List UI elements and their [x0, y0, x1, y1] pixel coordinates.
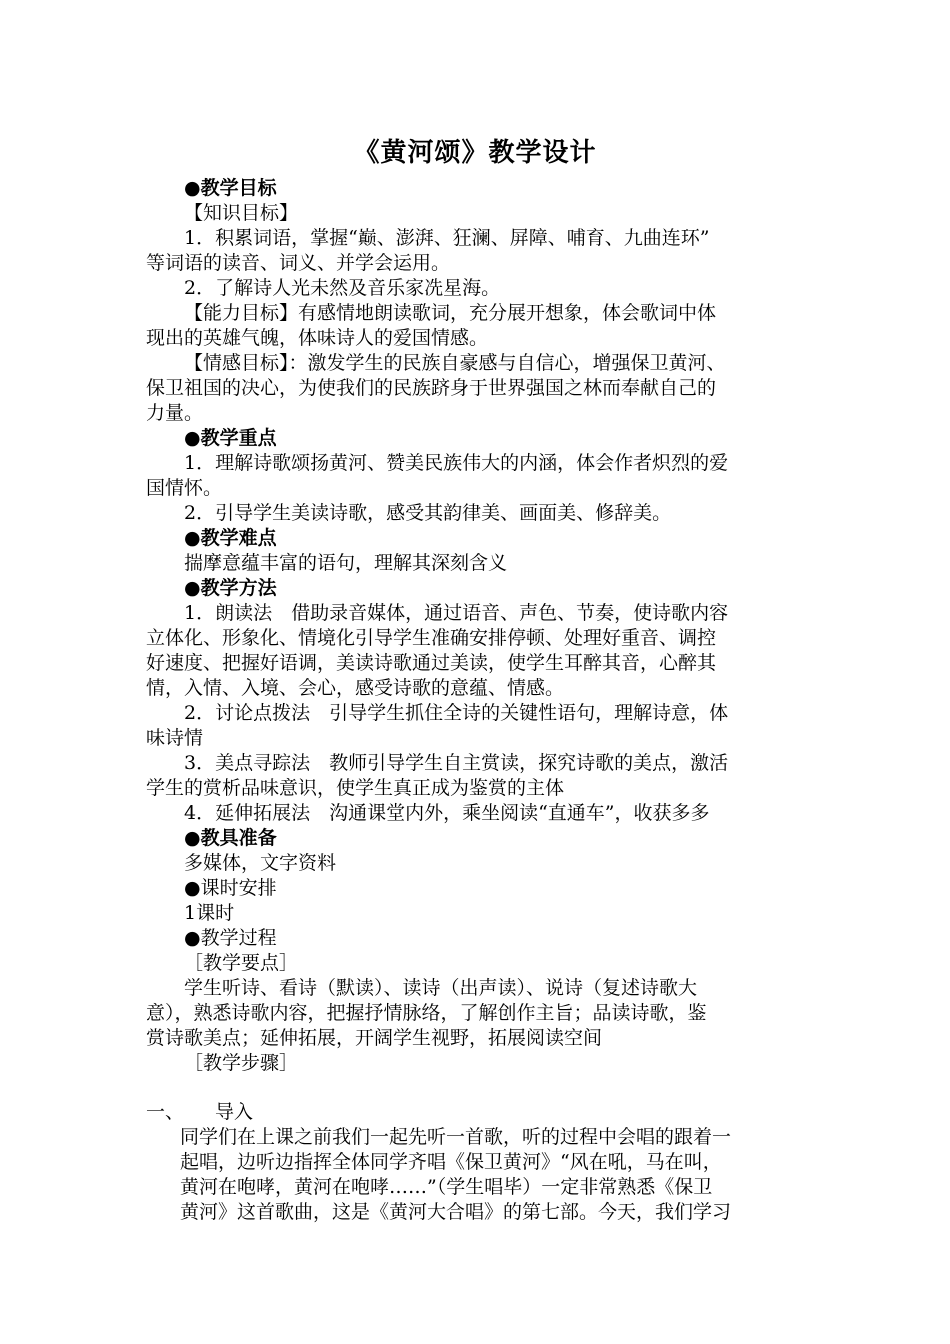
text-line: 揣摩意蕴丰富的语句，理解其深刻含义 — [184, 552, 508, 574]
text-line: 2．讨论点拨法 引导学生抓住全诗的关键性语句，理解诗意，体 — [184, 702, 729, 724]
section-number: 一、 — [146, 1101, 185, 1123]
heading-key-points: ●教学重点 — [184, 427, 277, 449]
text-line: 起唱，边听边指挥全体同学齐唱《保卫黄河》“风在吼，马在叫， — [180, 1151, 722, 1173]
text-line: 味诗情 — [146, 727, 204, 749]
heading-process: ●教学过程 — [184, 927, 277, 949]
section-heading — [146, 1100, 254, 1124]
text-line: 【情感目标】：激发学生的民族自豪感与自信心，增强保卫黄河、 — [184, 352, 726, 374]
text-line: 等词语的读音、词义、并学会运用。 — [146, 252, 451, 274]
text-line: 立体化、形象化、情境化引导学生准确安排停顿、处理好重音、调控 — [146, 627, 717, 649]
text-line: 意），熟悉诗歌内容，把握抒情脉络，了解创作主旨；品读诗歌，鉴 — [146, 1002, 707, 1024]
text-line: 力量。 — [146, 402, 204, 424]
text-line: 赏诗歌美点；延伸拓展，开阔学生视野，拓展阅读空间 — [146, 1027, 603, 1049]
heading-difficulties: ●教学难点 — [184, 527, 277, 549]
text-line: 黄河在咆哮，黄河在咆哮……”（学生唱毕）一定非常熟悉《保卫 — [180, 1176, 713, 1198]
text-line: 【能力目标】有感情地朗读歌词，充分展开想象，体会歌词中体 — [184, 302, 717, 324]
document-title: 《黄河颂》教学设计 — [353, 138, 597, 168]
text-line: 保卫祖国的决心，为使我们的民族跻身于世界强国之林而奉献自己的 — [146, 377, 717, 399]
text-line: 好速度、把握好语调，美读诗歌通过美读，使学生耳醉其音，心醉其 — [146, 652, 717, 674]
text-line: 1．理解诗歌颂扬黄河、赞美民族伟大的内涵，体会作者炽烈的爱 — [184, 452, 729, 474]
text-line: 1课时 — [184, 902, 235, 924]
text-line: 2．引导学生美读诗歌，感受其韵律美、画面美、修辞美。 — [184, 502, 672, 524]
subheading-knowledge: 【知识目标】 — [184, 202, 299, 224]
text-line: 2．了解诗人光未然及音乐家冼星海。 — [184, 277, 501, 299]
subheading-points: ［教学要点］ — [184, 952, 299, 974]
heading-schedule: ●课时安排 — [184, 877, 277, 899]
text-line: 多媒体，文字资料 — [184, 852, 337, 874]
text-line: 1．朗读法 借助录音媒体，通过语音、声色、节奏，使诗歌内容 — [184, 602, 729, 624]
text-line: 4．延伸拓展法 沟通课堂内外，乘坐阅读“直通车”，收获多多 — [184, 802, 710, 824]
text-line: 学生的赏析品味意识，使学生真正成为鉴赏的主体 — [146, 777, 565, 799]
text-line: 1．积累词语，掌握“巅、澎湃、狂澜、屏障、哺育、九曲连环” — [184, 227, 710, 249]
heading-materials: ●教具准备 — [184, 827, 277, 849]
text-line: 黄河》这首歌曲，这是《黄河大合唱》的第七部。今天，我们学习 — [180, 1201, 732, 1223]
text-line: 同学们在上课之前我们一起先听一首歌，听的过程中会唱的跟着一 — [180, 1126, 732, 1148]
text-line: 现出的英雄气魄，体味诗人的爱国情感。 — [146, 327, 489, 349]
text-line: 学生听诗、看诗（默读）、读诗（出声读）、说诗（复述诗歌大 — [184, 977, 698, 999]
subheading-steps: ［教学步骤］ — [184, 1052, 299, 1074]
heading-methods: ●教学方法 — [184, 577, 277, 599]
text-line: 3．美点寻踪法 教师引导学生自主赏读，探究诗歌的美点，激活 — [184, 752, 729, 774]
text-line: 国情怀。 — [146, 477, 223, 499]
section-title: 导入 — [215, 1101, 254, 1123]
text-line: 情，入情、入境、会心，感受诗歌的意蕴、情感。 — [146, 677, 565, 699]
heading-objectives: ●教学目标 — [184, 177, 277, 199]
